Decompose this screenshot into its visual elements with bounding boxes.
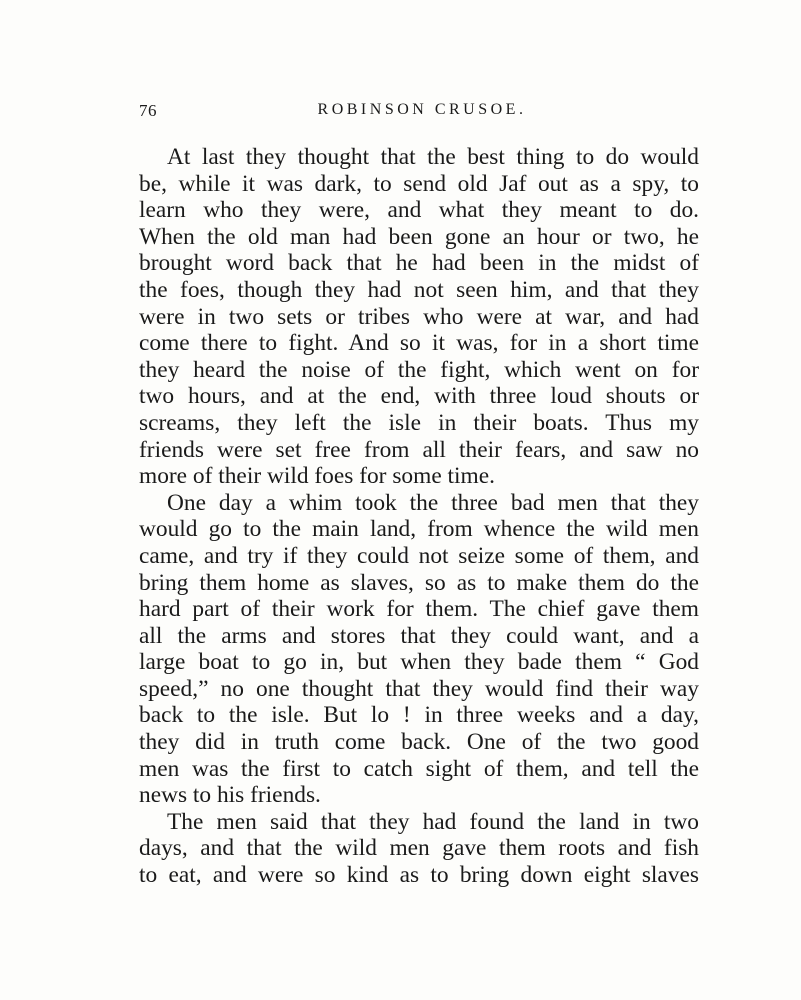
running-head <box>139 101 699 125</box>
text-line: would go to the main land, from whence the wild men <box>139 516 699 543</box>
page-number: 76 <box>139 101 157 120</box>
text-line: all the arms and stores that they could want, and a <box>139 622 699 649</box>
text-line: were in two sets or tribes who were at war, and had <box>139 303 699 330</box>
text-line: to eat, and were so kind as to bring down eight slaves <box>139 862 699 889</box>
text-line: they did in truth come back. One of the two good <box>139 729 699 756</box>
text-line: the foes, though they had not seen him, and that they <box>139 276 699 303</box>
body-text <box>139 144 699 889</box>
book-title: ROBINSON CRUSOE. <box>317 101 527 118</box>
paragraph-1 <box>139 144 699 490</box>
text-line: speed,” no one thought that they would find their way <box>139 675 699 702</box>
text-line: At last they thought that the best thing to do would <box>167 144 699 170</box>
text-line: large boat to go in, but when they bade them “ God <box>139 649 699 676</box>
text-line: The men said that they had found the land in two <box>167 808 699 835</box>
text-line: learn who they were, and what they meant to do. <box>139 197 699 224</box>
text-line: be, while it was dark, to send old Jaf out as a spy, to <box>139 170 699 197</box>
text-line: One day a whim took the three bad men that they <box>167 489 699 516</box>
text-line: friends were set free from all their fears, and saw no <box>139 436 699 463</box>
text-line: brought word back that he had been in the midst of <box>139 250 699 277</box>
text-line: two hours, and at the end, with three loud shouts or <box>139 383 699 410</box>
text-line: screams, they left the isle in their boats. Thus my <box>139 409 699 436</box>
text-line: men was the first to catch sight of them, and tell the <box>139 755 699 782</box>
text-line: days, and that the wild men gave them roots and fish <box>139 835 699 862</box>
text-line: When the old man had been gone an hour or two, he <box>139 223 699 250</box>
paragraph-2 <box>139 490 699 809</box>
text-line: back to the isle. But lo ! in three weeks and a day, <box>139 702 699 729</box>
text-line: more of their wild foes for some time. <box>139 463 495 490</box>
text-line: hard part of their work for them. The chief gave them <box>139 596 699 623</box>
text-line: bring them home as slaves, so as to make them do the <box>139 569 699 596</box>
text-line: came, and try if they could not seize some of them, and <box>139 542 699 569</box>
text-line: come there to fight. And so it was, for in a short time <box>139 330 699 357</box>
text-line: news to his friends. <box>139 782 321 809</box>
paragraph-3 <box>139 809 699 889</box>
text-line: they heard the noise of the fight, which went on for <box>139 356 699 383</box>
